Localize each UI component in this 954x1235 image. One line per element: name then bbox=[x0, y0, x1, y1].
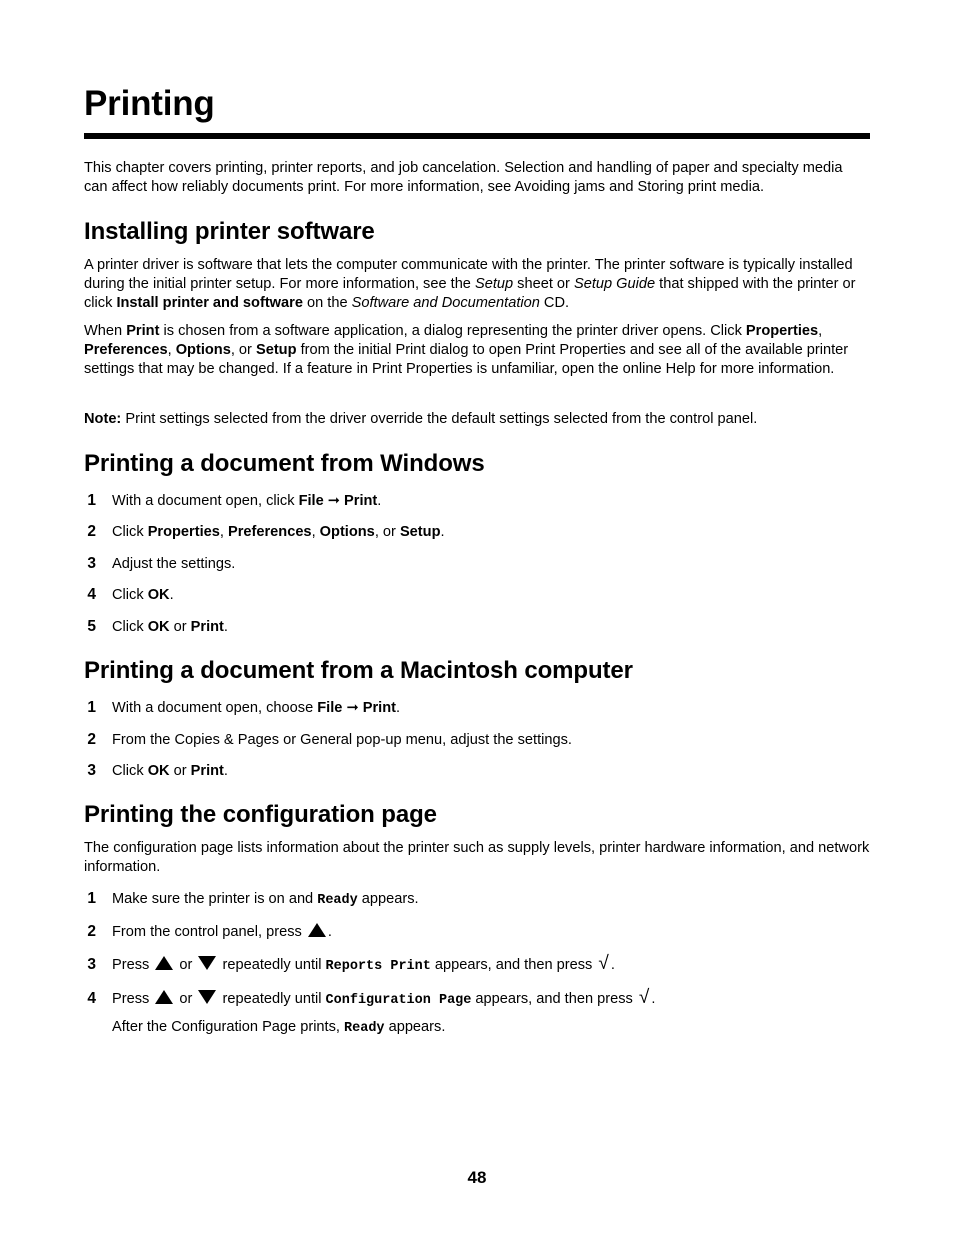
note-paragraph: Note: Print settings selected from the driver override the default settings selected from the control panel. bbox=[84, 411, 758, 427]
up-arrow-icon bbox=[308, 923, 326, 937]
mac-step-1: 1 With a document open, choose File ➞ Print. bbox=[87, 699, 401, 716]
windows-step-2: 2 Click Properties, Preferences, Options, or Setup. bbox=[87, 523, 445, 540]
windows-step-3: 3 Adjust the settings. bbox=[87, 555, 236, 572]
config-step-4: 4 Press or repeatedly until Configuration Page appears, and then press √ . bbox=[87, 987, 656, 1008]
config-after-text: After the Configuration Page prints, Ready appears. bbox=[112, 1019, 446, 1036]
config-step-2: 2 From the control panel, press . bbox=[87, 923, 332, 940]
heading-windows: Printing a document from Windows bbox=[84, 450, 485, 477]
arrow-right-icon: ➞ bbox=[342, 700, 363, 716]
note-label: Note: bbox=[84, 411, 122, 427]
page-number: 48 bbox=[467, 1168, 487, 1187]
mac-step-2: 2 From the Copies & Pages or General pop-up menu, adjust the settings. bbox=[87, 731, 572, 748]
heading-config: Printing the configuration page bbox=[84, 801, 437, 828]
page-title: Printing bbox=[84, 84, 215, 123]
intro-paragraph: This chapter covers printing, printer reports, and job cancelation. Selection and handling of paper and specialty media can affect how reliably documents print. For more information, see Avoiding jams and Storing print media. bbox=[84, 160, 843, 195]
checkmark-icon: √ bbox=[638, 987, 650, 1008]
config-paragraph: The configuration page lists information about the printer such as supply levels, printer hardware information, and network information. bbox=[84, 840, 870, 875]
down-arrow-icon bbox=[198, 956, 216, 970]
windows-step-5: 5 Click OK or Print. bbox=[87, 618, 228, 635]
config-step-3: 3 Press or repeatedly until Reports Print appears, and then press √ . bbox=[87, 953, 615, 974]
installing-paragraph-2: When Print is chosen from a software application, a dialog representing the printer driver opens. Click Properties, Preferences, Options, or Setup from the initial Print dialog to open Print Properties and see all of the available printer settings that may be changed. If a feature in Print Properties is unfamiliar, open the online Help for more information. bbox=[84, 323, 849, 377]
config-step-1: 1 Make sure the printer is on and Ready appears. bbox=[87, 890, 419, 908]
up-arrow-icon bbox=[155, 956, 173, 970]
up-arrow-icon bbox=[155, 990, 173, 1004]
down-arrow-icon bbox=[198, 990, 216, 1004]
mac-step-3: 3 Click OK or Print. bbox=[87, 762, 228, 779]
heading-installing: Installing printer software bbox=[84, 218, 375, 245]
checkmark-icon: √ bbox=[598, 953, 609, 974]
windows-step-1: 1 With a document open, click File ➞ Print. bbox=[87, 492, 382, 509]
installing-paragraph-1: A printer driver is software that lets the computer communicate with the printer. The printer software is typically installed during the initial printer setup. For more information, see the Setup sheet or Setup Guide that shipped with the printer or click Install printer and software on the Software and Documentation CD. bbox=[84, 257, 856, 311]
heading-mac: Printing a document from a Macintosh computer bbox=[84, 657, 633, 684]
windows-step-4: 4 Click OK. bbox=[87, 586, 174, 603]
arrow-right-icon: ➞ bbox=[323, 493, 345, 509]
title-rule bbox=[84, 133, 870, 139]
